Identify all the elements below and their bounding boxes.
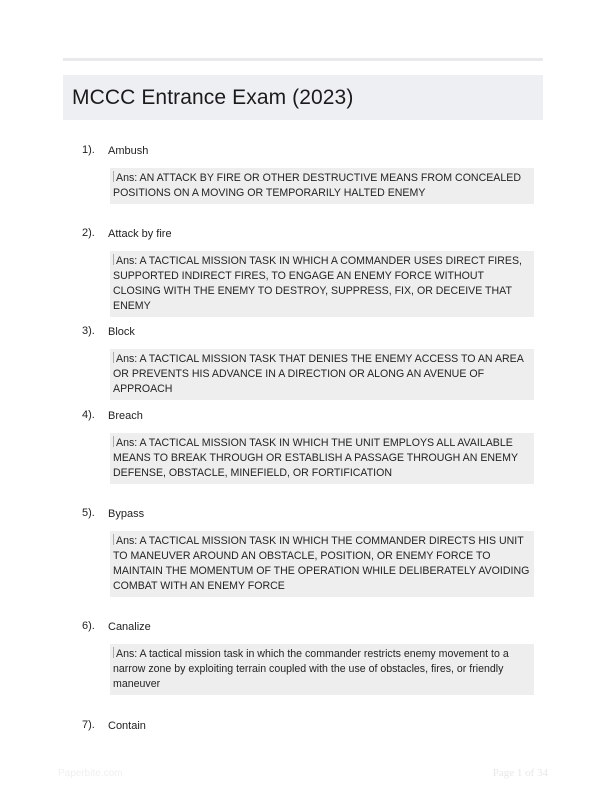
question-number: 2).	[82, 227, 95, 239]
answer-marker	[113, 171, 114, 182]
question-number: 1).	[82, 144, 95, 156]
question-term: Attack by fire	[108, 228, 172, 240]
footer-site: Paperbite.com	[58, 768, 123, 779]
page-title: MCCC Entrance Exam (2023)	[72, 85, 354, 109]
answer-marker	[113, 254, 114, 265]
title-bar	[63, 75, 543, 120]
question-term: Contain	[108, 720, 146, 732]
answer-marker	[113, 647, 114, 658]
question-number: 3).	[82, 325, 95, 337]
top-rule	[63, 58, 543, 61]
answer-text: Ans: A TACTICAL MISSION TASK IN WHICH THE COMMANDER DIRECTS HIS UNIT TO MANEUVER AROUND AN OBSTACLE, POSITION, OR ENEMY FORCE TO MAINTAIN THE MOMENTUM OF THE OPERATION WHILE DELIBERATELY AVOIDING COMBAT WITH AN ENEMY FORCE	[113, 535, 530, 592]
answer-box	[110, 644, 534, 695]
question-term: Canalize	[108, 621, 151, 633]
question-term: Ambush	[108, 145, 149, 157]
answer-text: Ans: A TACTICAL MISSION TASK IN WHICH A COMMANDER USES DIRECT FIRES, SUPPORTED INDIRECT FIRES, TO ENGAGE AN ENEMY FORCE WITHOUT CLOSING WITH THE ENEMY TO DESTROY, SUPPRESS, FIX, OR DECEIVE THAT ENEMY	[113, 255, 522, 312]
answer-text: Ans: A TACTICAL MISSION TASK THAT DENIES THE ENEMY ACCESS TO AN AREA OR PREVENTS HIS ADVANCE IN A DIRECTION OR ALONG AN AVENUE OF APPROACH	[113, 353, 524, 395]
answer-box	[110, 251, 534, 317]
question-number: 7).	[82, 719, 95, 731]
answer-box	[110, 168, 534, 204]
answer-marker	[113, 436, 114, 447]
answer-text: Ans: A TACTICAL MISSION TASK IN WHICH THE UNIT EMPLOYS ALL AVAILABLE MEANS TO BREAK THROUGH OR ESTABLISH A PASSAGE THROUGH AN ENEMY DEFENSE, OBSTACLE, MINEFIELD, OR FORTIFICATION	[113, 437, 518, 479]
answer-box	[110, 349, 534, 400]
question-term: Breach	[108, 410, 143, 422]
answer-box	[110, 531, 534, 597]
question-number: 5).	[82, 507, 95, 519]
question-term: Bypass	[108, 508, 145, 520]
answer-marker	[113, 534, 114, 545]
answer-text: Ans: A tactical mission task in which the commander restricts enemy movement to a narrow zone by exploiting terrain coupled with the use of obstacles, fires, or friendly maneuver	[113, 648, 509, 690]
answer-marker	[113, 352, 114, 363]
question-number: 4).	[82, 409, 95, 421]
answer-box	[110, 433, 534, 484]
answer-text: Ans: AN ATTACK BY FIRE OR OTHER DESTRUCTIVE MEANS FROM CONCEALED POSITIONS ON A MOVING OR TEMPORARILY HALTED ENEMY	[113, 172, 521, 199]
question-term: Block	[108, 326, 135, 338]
footer-page-number: Page 1 of 34	[492, 767, 548, 779]
question-number: 6).	[82, 620, 95, 632]
